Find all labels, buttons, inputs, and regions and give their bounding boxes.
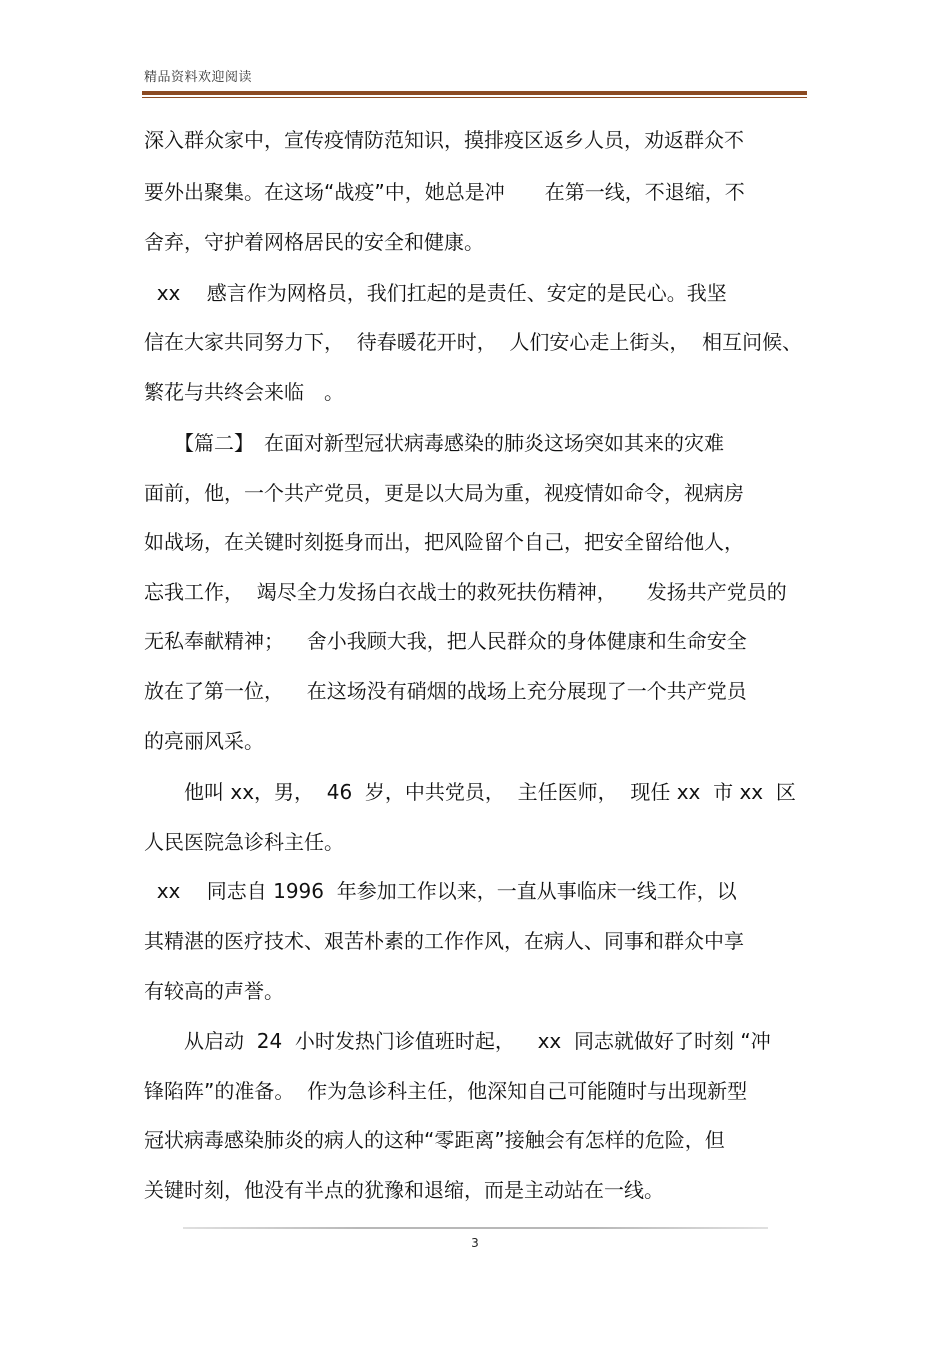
page-number: 3 bbox=[471, 1236, 479, 1250]
body-line: 有较高的声誉。 bbox=[144, 979, 284, 1003]
body-line: 【篇二】 在面对新型冠状病毒感染的肺炎这场突如其来的灾难 bbox=[144, 431, 724, 455]
body-line: 从启动 24 小时发热门诊值班时起， xx 同志就做好了时刻 “冲 bbox=[144, 1029, 771, 1053]
body-line: xx 同志自 1996 年参加工作以来，一直从事临床一线工作，以 bbox=[144, 879, 737, 903]
body-line: 人民医院急诊科主任。 bbox=[144, 830, 344, 854]
body-line: 信在大家共同努力下， 待春暖花开时， 人们安心走上街头， 相互问候、 bbox=[144, 330, 803, 354]
body-line: 的亮丽风采。 bbox=[144, 729, 264, 753]
header-rule-thin bbox=[142, 97, 807, 98]
body-line: 要外出聚集。在这场“战疫”中，她总是冲 在第一线，不退缩，不 bbox=[144, 180, 745, 204]
header-rule-thick bbox=[142, 91, 807, 95]
body-line: xx 感言作为网格员，我们扛起的是责任、安定的是民心。我坚 bbox=[144, 281, 727, 305]
body-line: 面前，他，一个共产党员，更是以大局为重，视疫情如命令，视病房 bbox=[144, 481, 744, 505]
body-line: 其精湛的医疗技术、艰苦朴素的工作作风，在病人、同事和群众中享 bbox=[144, 929, 744, 953]
body-line: 忘我工作， 竭尽全力发扬白衣战士的救死扶伤精神， 发扬共产党员的 bbox=[144, 580, 787, 604]
body-line: 繁花与共终会来临 。 bbox=[144, 380, 344, 404]
header-title: 精品资料欢迎阅读 bbox=[144, 70, 253, 85]
body-line: 放在了第一位， 在这场没有硝烟的战场上充分展现了一个共产党员 bbox=[144, 679, 747, 703]
body-line: 冠状病毒感染肺炎的病人的这种“零距离”接触会有怎样的危险，但 bbox=[144, 1128, 725, 1152]
body-line: 深入群众家中，宣传疫情防范知识，摸排疫区返乡人员，劝返群众不 bbox=[144, 128, 744, 152]
body-line: 如战场，在关键时刻挺身而出，把风险留个自己，把安全留给他人， bbox=[144, 530, 744, 554]
body-line: 舍弃，守护着网格居民的安全和健康。 bbox=[144, 230, 484, 254]
body-line: 无私奉献精神； 舍小我顾大我，把人民群众的身体健康和生命安全 bbox=[144, 629, 747, 653]
body-line: 他叫 xx，男， 46 岁，中共党员， 主任医师， 现任 xx 市 xx 区 bbox=[144, 780, 796, 804]
body-line: 锋陷阵”的准备。 作为急诊科主任，他深知自己可能随时与出现新型 bbox=[144, 1079, 748, 1103]
body-line: 关键时刻，他没有半点的犹豫和退缩，而是主动站在一线。 bbox=[144, 1178, 664, 1202]
footer-rule bbox=[183, 1227, 768, 1229]
